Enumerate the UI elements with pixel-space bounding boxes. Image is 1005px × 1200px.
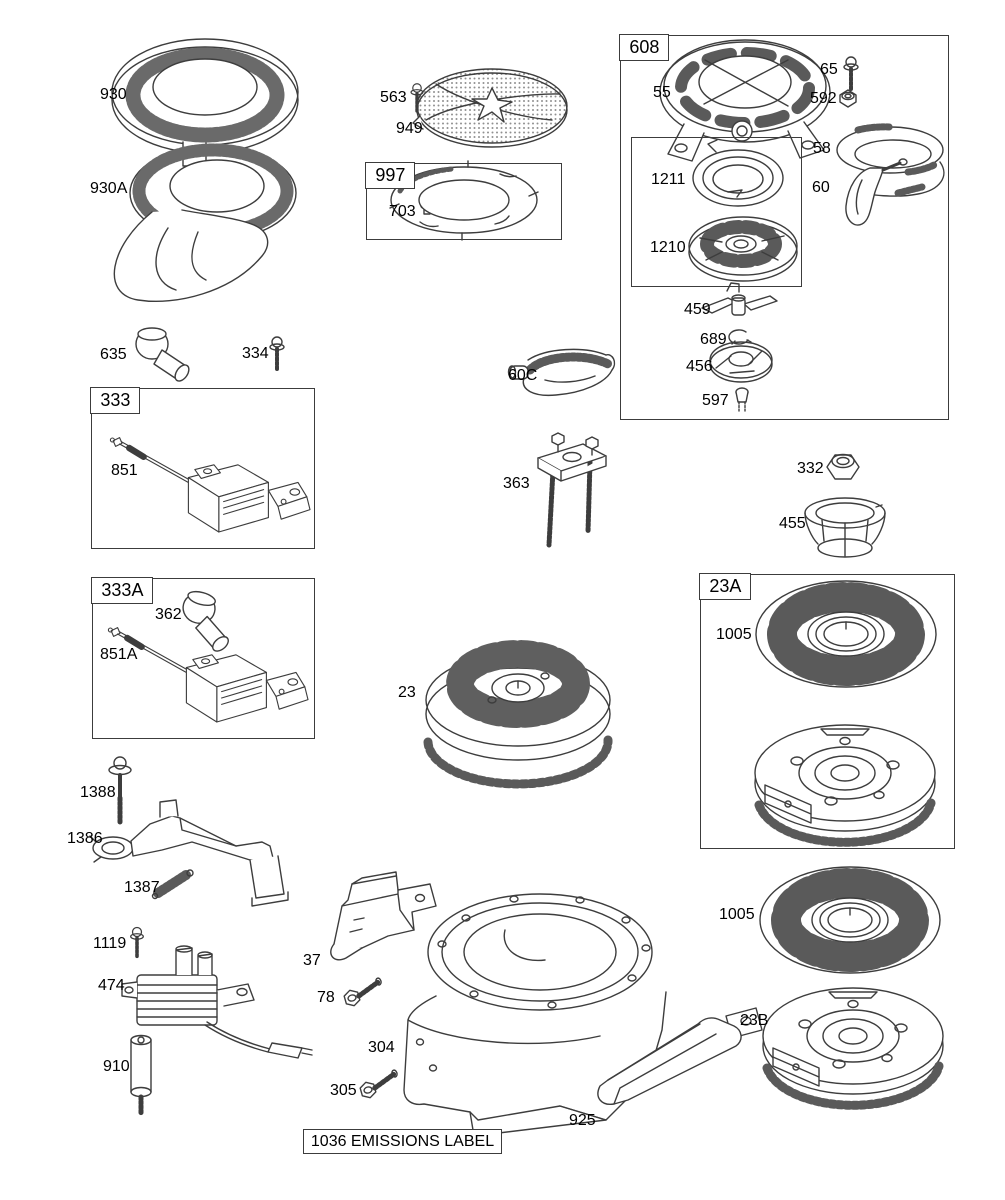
callout-1005-top: 1005 <box>716 626 752 643</box>
callout-930A: 930A <box>90 180 128 197</box>
part-305-drawing <box>358 1070 401 1100</box>
callout-60C: 60C <box>508 367 538 384</box>
callout-334: 334 <box>242 345 269 362</box>
callout-60: 60 <box>812 179 830 196</box>
part-334-drawing <box>270 337 284 370</box>
callout-1386: 1386 <box>67 830 103 847</box>
part-37-drawing <box>331 872 436 960</box>
callout-689: 689 <box>700 331 727 348</box>
callout-305: 305 <box>330 1082 357 1099</box>
group-label-608: 608 <box>619 34 669 61</box>
callout-703: 703 <box>389 203 416 220</box>
part-332-drawing <box>827 455 859 480</box>
callout-55: 55 <box>653 84 671 101</box>
callout-597: 597 <box>702 392 729 409</box>
callout-455: 455 <box>779 515 806 532</box>
part-1119-drawing <box>131 928 144 958</box>
callout-925: 925 <box>569 1112 596 1129</box>
callout-459: 459 <box>684 301 711 318</box>
part-910-drawing <box>131 1036 151 1115</box>
group-label-23A: 23A <box>699 573 751 600</box>
group-box-23A <box>700 574 955 849</box>
callout-78: 78 <box>317 989 335 1006</box>
callout-304: 304 <box>368 1039 395 1056</box>
part-949-drawing <box>413 69 567 147</box>
callout-474: 474 <box>98 977 125 994</box>
group-box-rewind-inner <box>631 137 802 287</box>
callout-332: 332 <box>797 460 824 477</box>
group-box-997 <box>366 163 562 240</box>
part-304-drawing <box>404 894 762 1136</box>
callout-910: 910 <box>103 1058 130 1075</box>
callout-37: 37 <box>303 952 321 969</box>
callout-851A: 851A <box>100 646 138 663</box>
callout-1211: 1211 <box>651 171 686 188</box>
callout-362: 362 <box>155 606 182 623</box>
callout-456: 456 <box>686 358 713 375</box>
part-1005-fan-bottom-drawing <box>760 867 940 973</box>
group-label-333A: 333A <box>91 577 153 604</box>
part-23-drawing <box>426 654 610 784</box>
part-925-drawing <box>598 1018 741 1104</box>
callout-930: 930 <box>100 86 127 103</box>
callout-58: 58 <box>813 140 831 157</box>
callout-65: 65 <box>820 61 838 78</box>
callout-1119: 1119 <box>93 935 127 952</box>
callout-1387: 1387 <box>124 879 160 896</box>
callout-563: 563 <box>380 89 407 106</box>
part-23B-flywheel-drawing <box>763 988 943 1105</box>
callout-851: 851 <box>111 462 138 479</box>
callout-363: 363 <box>503 475 530 492</box>
callout-1210: 1210 <box>650 239 686 256</box>
emissions-label-box: 1036 EMISSIONS LABEL <box>303 1129 502 1154</box>
part-930A-drawing <box>114 146 296 301</box>
callout-23B: 23B <box>740 1012 769 1029</box>
callout-1388: 1388 <box>80 784 116 801</box>
part-455-drawing <box>805 498 885 557</box>
callout-1005-bottom: 1005 <box>719 906 755 923</box>
group-label-333: 333 <box>90 387 140 414</box>
part-78-drawing <box>342 978 385 1008</box>
part-635-drawing <box>136 328 192 384</box>
callout-635: 635 <box>100 346 127 363</box>
callout-949: 949 <box>396 120 423 137</box>
part-363-drawing <box>538 433 606 545</box>
callout-23: 23 <box>398 684 416 701</box>
group-label-997: 997 <box>365 162 415 189</box>
callout-592: 592 <box>810 90 837 107</box>
